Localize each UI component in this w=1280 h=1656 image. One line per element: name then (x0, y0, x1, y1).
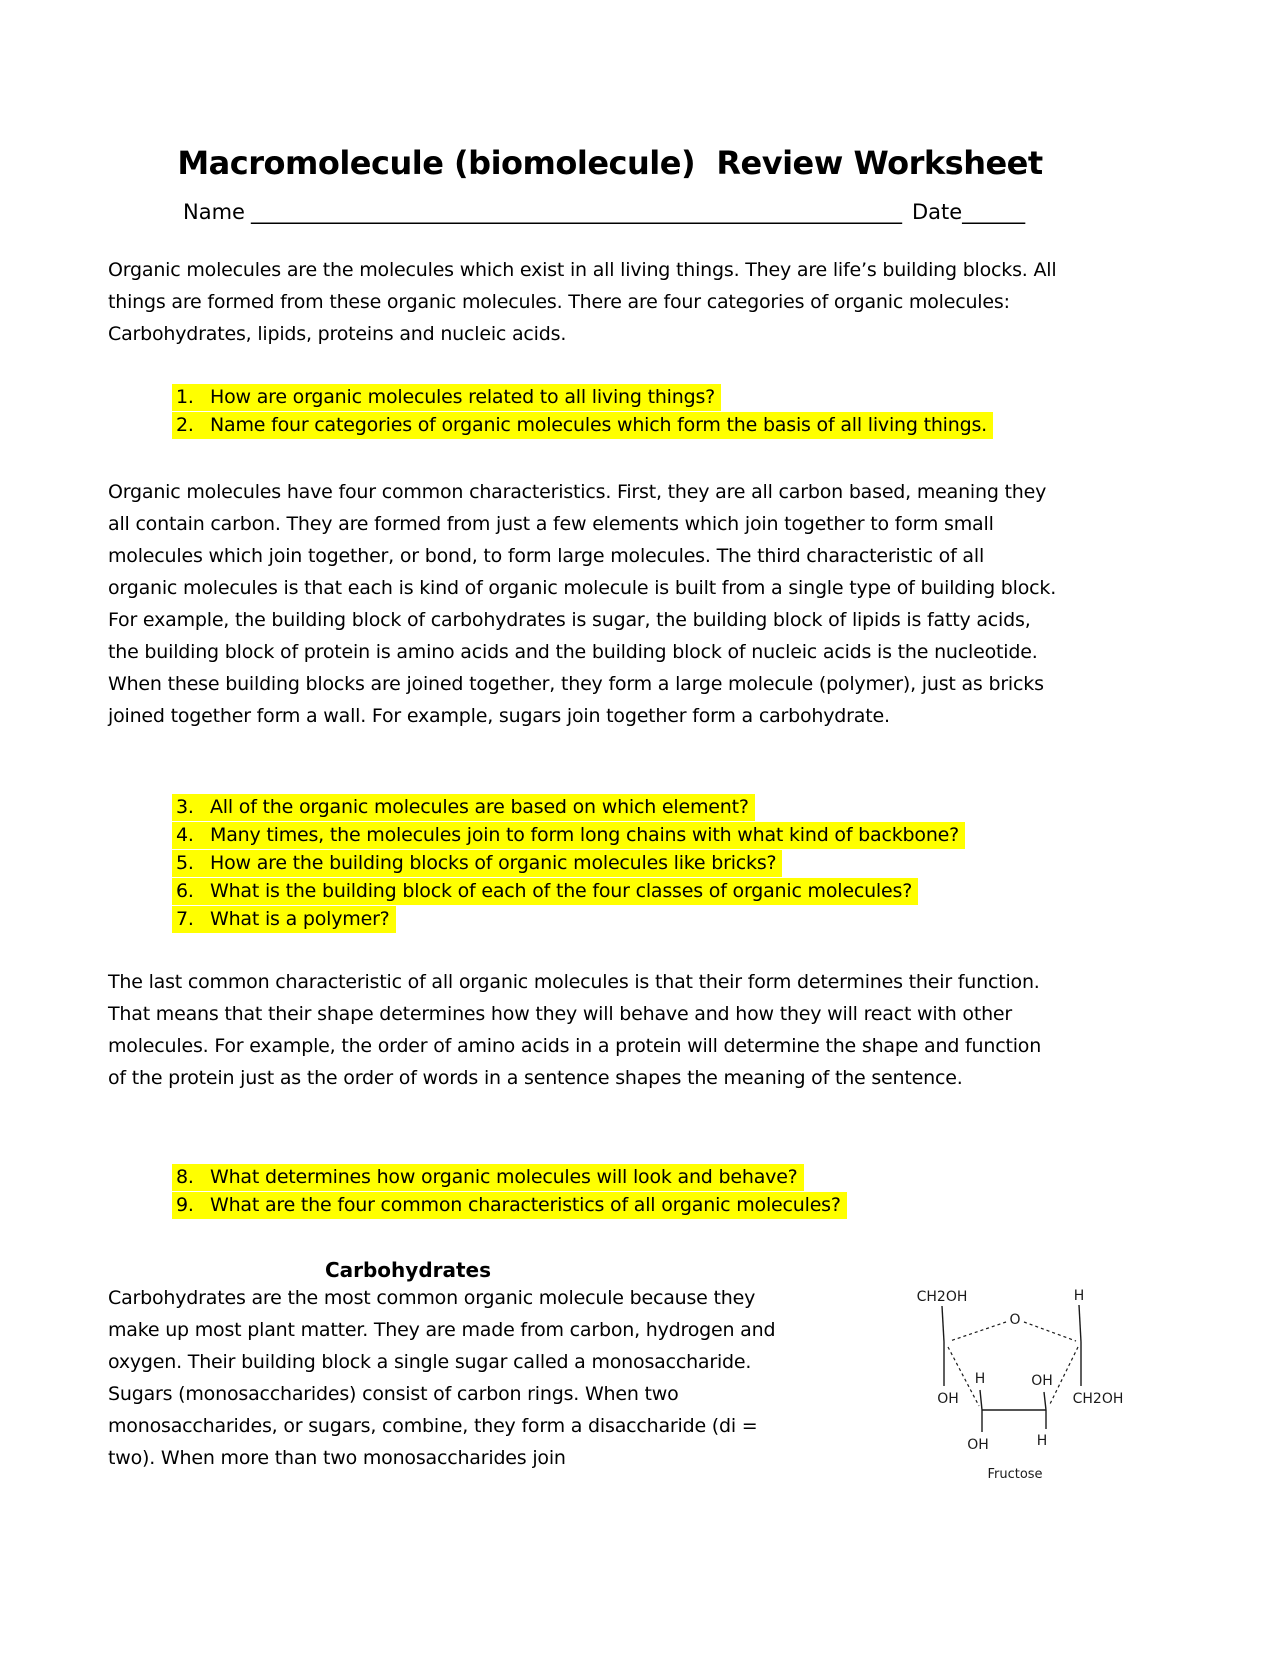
question-list-8-9 (172, 1164, 1172, 1220)
question-text: How are the building blocks of organic molecules like bricks? (210, 852, 777, 874)
question-text: What is a polymer? (210, 908, 390, 930)
carbohydrates-heading: Carbohydrates (324, 1258, 492, 1282)
form-function-paragraph: The last common characteristic of all organic molecules is that their form determines their function. That means that their shape determines how they will behave and how they will react with other molecules. For example, the order of amino acids in a protein will determine the shape and function of the protein just as the order of words in a sentence shapes the meaning of the sentence. (108, 971, 1042, 1089)
question-number: 1. (176, 386, 194, 408)
date-blank-line: ______ (962, 200, 1026, 224)
question-text: What is the building block of each of the four classes of organic molecules? (210, 880, 913, 902)
highlighted-question (172, 822, 965, 849)
question-text: What are the four common characteristics of all organic molecules? (210, 1194, 841, 1216)
question-number: 2. (176, 414, 194, 436)
question-6 (172, 878, 1172, 906)
highlighted-question (172, 1164, 804, 1191)
intro-paragraph: Organic molecules are the molecules which exist in all living things. They are life’s building blocks. All things are formed from these organic molecules. There are four categories of organic molecules: Carbohydrates, lipids, proteins and nucleic acids. (108, 259, 1057, 345)
characteristics-paragraph: Organic molecules have four common characteristics. First, they are all carbon based, meaning they all contain carbon. They are formed from just a few elements which join together to form small molecules which join together, or bond, to form large molecules. The third characteristic of all organic molecules is that each is kind of organic molecule is built from a single type of building block. For example, the building block of carbohydrates is sugar, the building block of lipids is fatty acids, the building block of protein is amino acids and the building block of nucleic acids is the nucleotide. When these building blocks are joined together, they form a large molecule (polymer), just as bricks joined together form a wall. For example, sugars join together form a carbohydrate. (108, 481, 1057, 727)
question-number: 7. (176, 908, 194, 930)
atom-label-ch2oh-right: CH2OH (1072, 1391, 1124, 1407)
carbohydrates-paragraph: Carbohydrates are the most common organic molecule because they make up most plant matter. They are made from carbon, hydrogen and oxygen. Their building block a single sugar called a monosaccharide. Sugars (monosaccharides) consist of carbon rings. When two monosaccharides, or sugars, combine, they form a disaccharide (di = two). When more than two monosaccharides join (108, 1287, 776, 1469)
question-5 (172, 850, 1172, 878)
fructose-structure-diagram (858, 1278, 1128, 1490)
name-label: Name (183, 200, 245, 224)
highlighted-question (172, 384, 721, 411)
diagram-caption: Fructose (987, 1467, 1043, 1482)
atom-label-h-bottom: H (1036, 1433, 1048, 1449)
name-date-line (183, 200, 1025, 224)
highlighted-question (172, 794, 755, 821)
question-list-1-2 (172, 384, 1172, 440)
highlighted-question (172, 1192, 847, 1219)
question-4 (172, 822, 1172, 850)
name-blank-line: ______________________________________________________________ (250, 200, 902, 224)
atom-label-oh-bottom: OH (967, 1437, 989, 1453)
question-number: 3. (176, 796, 194, 818)
question-text: Name four categories of organic molecules which form the basis of all living things. (210, 414, 987, 436)
atom-label-ring-oxygen: O (1009, 1312, 1021, 1328)
date-label: Date (911, 200, 963, 224)
question-text: Many times, the molecules join to form long chains with what kind of backbone? (210, 824, 960, 846)
question-text: All of the organic molecules are based on which element? (210, 796, 749, 818)
question-1 (172, 384, 1172, 412)
atom-label-h-top-right: H (1073, 1288, 1085, 1304)
question-2 (172, 412, 1172, 440)
question-number: 8. (176, 1166, 194, 1188)
question-text: What determines how organic molecules will look and behave? (210, 1166, 798, 1188)
atom-label-h-inner-left: H (974, 1371, 986, 1387)
atom-label-oh-inner-right: OH (1031, 1373, 1053, 1389)
question-text: How are organic molecules related to all living things? (210, 386, 716, 408)
atom-label-oh-left: OH (937, 1391, 959, 1407)
question-number: 5. (176, 852, 194, 874)
question-number: 6. (176, 880, 194, 902)
question-list-3-7 (172, 794, 1172, 934)
page-title: Macromolecule (biomolecule) Review Worksheet (177, 144, 1043, 182)
fructose-ring-drawing (858, 1278, 1128, 1490)
highlighted-question (172, 412, 993, 439)
question-number: 9. (176, 1194, 194, 1216)
highlighted-question (172, 906, 396, 933)
highlighted-question (172, 878, 918, 905)
question-number: 4. (176, 824, 194, 846)
question-9 (172, 1192, 1172, 1220)
question-3 (172, 794, 1172, 822)
question-7 (172, 906, 1172, 934)
highlighted-question (172, 850, 782, 877)
atom-label-ch2oh-top-left: CH2OH (916, 1289, 968, 1305)
question-8 (172, 1164, 1172, 1192)
